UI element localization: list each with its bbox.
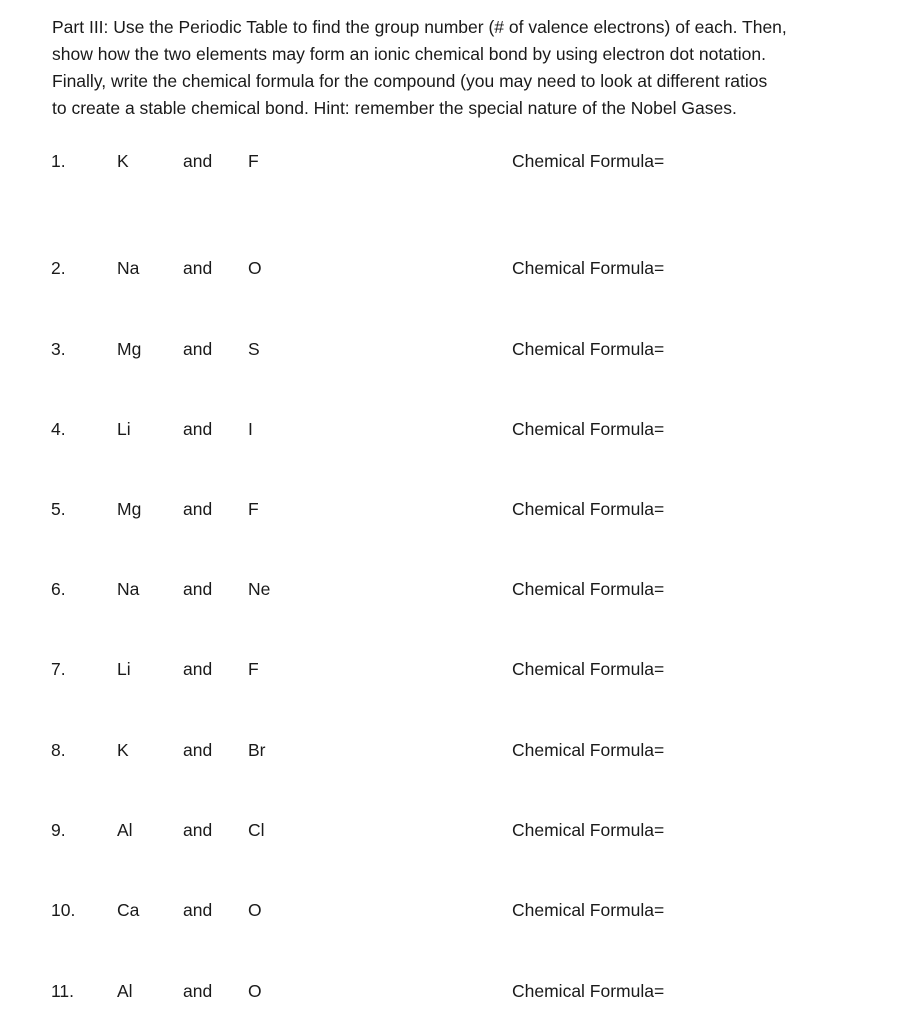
- element-two: I: [248, 419, 253, 439]
- conjunction-and: and: [183, 659, 213, 679]
- problem-row: [0, 576, 916, 602]
- element-one: Mg: [117, 339, 142, 359]
- chemical-formula-label: Chemical Formula=: [512, 499, 665, 519]
- chemical-formula-label: Chemical Formula=: [512, 339, 665, 359]
- element-one: Mg: [117, 499, 142, 519]
- element-one: Al: [117, 820, 133, 840]
- chemical-formula-label: Chemical Formula=: [512, 820, 665, 840]
- problem-number: 5.: [51, 499, 66, 519]
- conjunction-and: and: [183, 820, 213, 840]
- problem-number: 7.: [51, 659, 66, 679]
- conjunction-and: and: [183, 339, 213, 359]
- problem-row: [0, 336, 916, 362]
- element-two: Cl: [248, 820, 265, 840]
- instructions-line: to create a stable chemical bond. Hint: remember the special nature of the Nobel Gases.: [52, 98, 737, 118]
- problem-row: [0, 817, 916, 843]
- instructions-line: Part III: Use the Periodic Table to find the group number (# of valence electrons) of each. Then,: [52, 17, 787, 37]
- element-one: K: [117, 151, 129, 171]
- element-one: K: [117, 740, 129, 760]
- problem-number: 3.: [51, 339, 66, 359]
- chemical-formula-label: Chemical Formula=: [512, 981, 665, 1001]
- problem-row: [0, 148, 916, 174]
- chemical-formula-label: Chemical Formula=: [512, 419, 665, 439]
- element-two: O: [248, 900, 262, 920]
- element-two: F: [248, 659, 259, 679]
- instructions-line: show how the two elements may form an ionic chemical bond by using electron dot notation.: [52, 44, 766, 64]
- problem-number: 8.: [51, 740, 66, 760]
- instructions-line: Finally, write the chemical formula for the compound (you may need to look at different ratios: [52, 71, 768, 91]
- problem-row: [0, 255, 916, 281]
- problem-row: [0, 496, 916, 522]
- problem-row: [0, 416, 916, 442]
- chemical-formula-label: Chemical Formula=: [512, 151, 665, 171]
- conjunction-and: and: [183, 499, 213, 519]
- element-two: Ne: [248, 579, 271, 599]
- problem-row: [0, 656, 916, 682]
- conjunction-and: and: [183, 419, 213, 439]
- conjunction-and: and: [183, 981, 213, 1001]
- problem-number: 1.: [51, 151, 66, 171]
- element-two: O: [248, 981, 262, 1001]
- problem-number: 4.: [51, 419, 66, 439]
- chemical-formula-label: Chemical Formula=: [512, 579, 665, 599]
- problem-number: 9.: [51, 820, 66, 840]
- problem-row: [0, 978, 916, 1004]
- element-two: F: [248, 151, 259, 171]
- conjunction-and: and: [183, 579, 213, 599]
- element-two: S: [248, 339, 260, 359]
- chemical-formula-label: Chemical Formula=: [512, 900, 665, 920]
- element-one: Al: [117, 981, 133, 1001]
- element-two: F: [248, 499, 259, 519]
- instructions-paragraph: [52, 14, 908, 122]
- element-one: Li: [117, 659, 131, 679]
- element-one: Li: [117, 419, 131, 439]
- element-two: O: [248, 258, 262, 278]
- chemical-formula-label: Chemical Formula=: [512, 659, 665, 679]
- conjunction-and: and: [183, 740, 213, 760]
- conjunction-and: and: [183, 258, 213, 278]
- problem-number: 2.: [51, 258, 66, 278]
- element-two: Br: [248, 740, 266, 760]
- conjunction-and: and: [183, 151, 213, 171]
- chemical-formula-label: Chemical Formula=: [512, 258, 665, 278]
- problem-number: 11.: [51, 981, 75, 1001]
- problem-number: 10.: [51, 900, 76, 920]
- problem-number: 6.: [51, 579, 66, 599]
- element-one: Na: [117, 258, 140, 278]
- problem-row: [0, 897, 916, 923]
- element-one: Na: [117, 579, 140, 599]
- chemical-formula-label: Chemical Formula=: [512, 740, 665, 760]
- conjunction-and: and: [183, 900, 213, 920]
- problem-row: [0, 737, 916, 763]
- element-one: Ca: [117, 900, 140, 920]
